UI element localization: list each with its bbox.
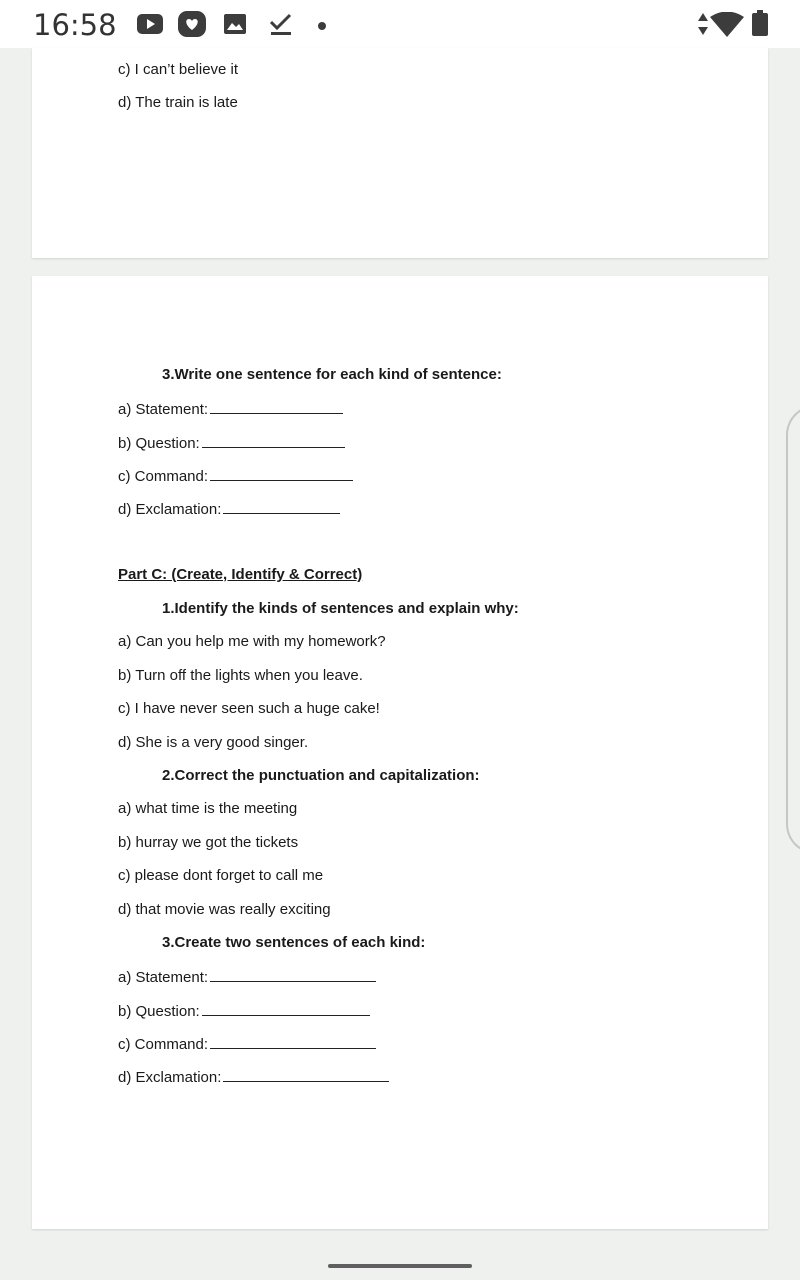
c1-heading: 1.Identify the kinds of sentences and explain why: — [162, 600, 519, 617]
q3-item-question — [118, 433, 345, 452]
c3-item-label: a) Statement: — [118, 969, 209, 986]
c2-item-c: c) please dont forget to call me — [118, 867, 324, 884]
status-bar — [0, 0, 800, 48]
home-gesture-bar[interactable] — [328, 1264, 472, 1268]
q3-item-label: a) Statement: — [118, 401, 209, 418]
document-page-previous — [32, 48, 768, 258]
battery-icon — [752, 10, 768, 36]
q3-item-exclamation — [118, 499, 340, 518]
c3-item-question — [118, 1001, 370, 1020]
notification-dot-icon — [318, 22, 326, 30]
answer-blank — [210, 1034, 376, 1049]
answer-blank — [223, 1067, 389, 1082]
q3-item-command — [118, 466, 353, 485]
answer-blank — [210, 399, 343, 414]
c1-item-b: b) Turn off the lights when you leave. — [118, 667, 363, 684]
download-done-icon — [268, 12, 294, 36]
document-page — [32, 276, 768, 1229]
answer-option-c: c) I can’t believe it — [118, 61, 239, 78]
c2-item-d: d) that movie was really exciting — [118, 901, 331, 918]
wifi-icon — [709, 12, 745, 38]
part-c-title: Part C: (Create, Identify & Correct) — [118, 566, 363, 583]
scroll-handle[interactable] — [786, 405, 800, 854]
c3-item-exclamation — [118, 1067, 389, 1086]
c3-item-statement — [118, 967, 376, 986]
q3-item-label: b) Question: — [118, 435, 200, 452]
heart-chat-icon — [177, 10, 207, 38]
c2-item-b: b) hurray we got the tickets — [118, 834, 299, 851]
c3-item-label: b) Question: — [118, 1003, 200, 1020]
answer-blank — [223, 499, 340, 514]
c2-heading: 2.Correct the punctuation and capitalization: — [162, 767, 480, 784]
c3-heading: 3.Create two sentences of each kind: — [162, 934, 426, 951]
question-3-heading: 3.Write one sentence for each kind of sentence: — [162, 366, 502, 383]
c1-item-d: d) She is a very good singer. — [118, 734, 309, 751]
image-icon — [224, 14, 246, 34]
answer-blank — [210, 967, 376, 982]
c3-item-label: d) Exclamation: — [118, 1069, 222, 1086]
c1-item-a: a) Can you help me with my homework? — [118, 633, 386, 650]
answer-blank — [210, 466, 353, 481]
q3-item-label: c) Command: — [118, 468, 209, 485]
c3-item-label: c) Command: — [118, 1036, 209, 1053]
c1-item-c: c) I have never seen such a huge cake! — [118, 700, 380, 717]
q3-item-statement — [118, 399, 343, 418]
clock: 16:58 — [33, 8, 117, 42]
q3-item-label: d) Exclamation: — [118, 501, 222, 518]
c2-item-a: a) what time is the meeting — [118, 800, 298, 817]
youtube-icon — [137, 14, 163, 34]
answer-blank — [202, 433, 345, 448]
answer-blank — [202, 1001, 370, 1016]
answer-option-d: d) The train is late — [118, 94, 238, 111]
data-arrows-icon — [697, 13, 709, 35]
c3-item-command — [118, 1034, 376, 1053]
